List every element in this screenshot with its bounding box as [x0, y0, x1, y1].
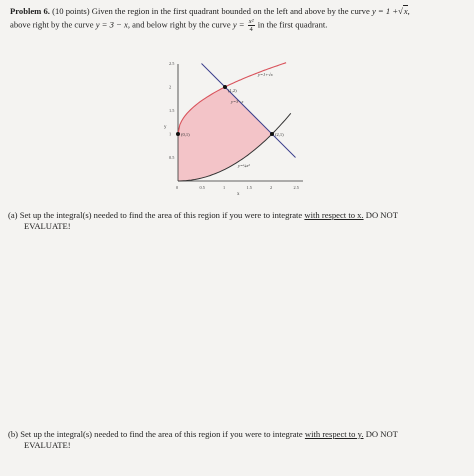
- curve-label-line: y=3−x: [231, 99, 244, 104]
- part-b-label: (b): [8, 429, 19, 439]
- shaded-region: [178, 87, 272, 181]
- x-tick-label: 2.5: [293, 185, 299, 190]
- y-tick-label: 1.5: [169, 108, 175, 113]
- part-a-line-2: EVALUATE!: [24, 221, 71, 231]
- y-tick-label: 2.5: [169, 61, 175, 66]
- curve-label-sqrt: y=1+√x: [258, 72, 273, 77]
- x-tick-label: 0: [176, 185, 179, 190]
- problem-text-2b: , and below right by the curve: [127, 18, 231, 29]
- x-axis-label: x: [237, 192, 240, 197]
- part-b-text: Set up the integral(s) needed to find the area of this region if you were to integrate: [20, 429, 303, 439]
- point-2-1: [270, 132, 274, 136]
- curve3-denominator: 4: [249, 25, 253, 33]
- part-b-text-after: DO NOT: [365, 429, 398, 439]
- point-label-0-1: (0,1): [181, 132, 190, 137]
- x-tick-label: 2: [270, 185, 273, 190]
- y-tick-label: 2: [169, 84, 172, 90]
- point-1-2: [223, 85, 227, 89]
- part-b-emphasis: with respect to y.: [304, 429, 364, 439]
- part-a-text-after: DO NOT: [365, 210, 398, 220]
- x-tick-label: 0.5: [199, 185, 205, 190]
- point-label-1-2: (1,2): [228, 88, 237, 93]
- region-figure: [158, 58, 308, 198]
- curve2-equation: y = 3 − x: [95, 18, 128, 29]
- part-a-text: Set up the integral(s) needed to find the area of this region if you were to integrate: [19, 210, 303, 220]
- curve3-lhs: y =: [232, 18, 245, 29]
- point-0-1: [176, 132, 180, 136]
- region-graph: [158, 58, 308, 198]
- part-a-emphasis: with respect to x.: [304, 210, 364, 220]
- problem-text-1: Given the region in the first quadrant bounded on the left and above by the curve: [91, 6, 370, 16]
- point-label-2-1: (2,1): [275, 132, 284, 137]
- problem-points: (10 points): [52, 6, 90, 16]
- problem-text-2c: in the first quadrant.: [257, 18, 328, 29]
- y-tick-label: 1: [169, 131, 172, 137]
- part-a-label: (a): [8, 210, 18, 220]
- part-b: [8, 429, 464, 451]
- problem-text-2a: above right by the curve: [10, 18, 94, 29]
- part-b-line-2: EVALUATE!: [24, 440, 71, 450]
- curve3-numerator: x²: [248, 17, 254, 25]
- y-axis-label: y: [164, 125, 167, 130]
- problem-line-2: [10, 18, 465, 33]
- curve3-fraction: [248, 18, 255, 33]
- problem-label: Problem 6.: [10, 6, 50, 16]
- problem-line-1: Problem 6. (10 points) Given the region in the first quadrant bounded on the left and above by the curve y = 1 +√x,: [10, 6, 410, 16]
- problem-statement: [10, 5, 465, 33]
- curve1-lhs: y = 1 +: [371, 6, 399, 16]
- part-a: [8, 210, 464, 232]
- curve1-radicand: x: [403, 6, 408, 16]
- x-tick-label: 1: [223, 185, 226, 190]
- curve-label-parabola: y=¼x²: [238, 163, 250, 168]
- y-tick-label: 0.5: [169, 155, 175, 160]
- x-tick-label: 1.5: [246, 185, 252, 190]
